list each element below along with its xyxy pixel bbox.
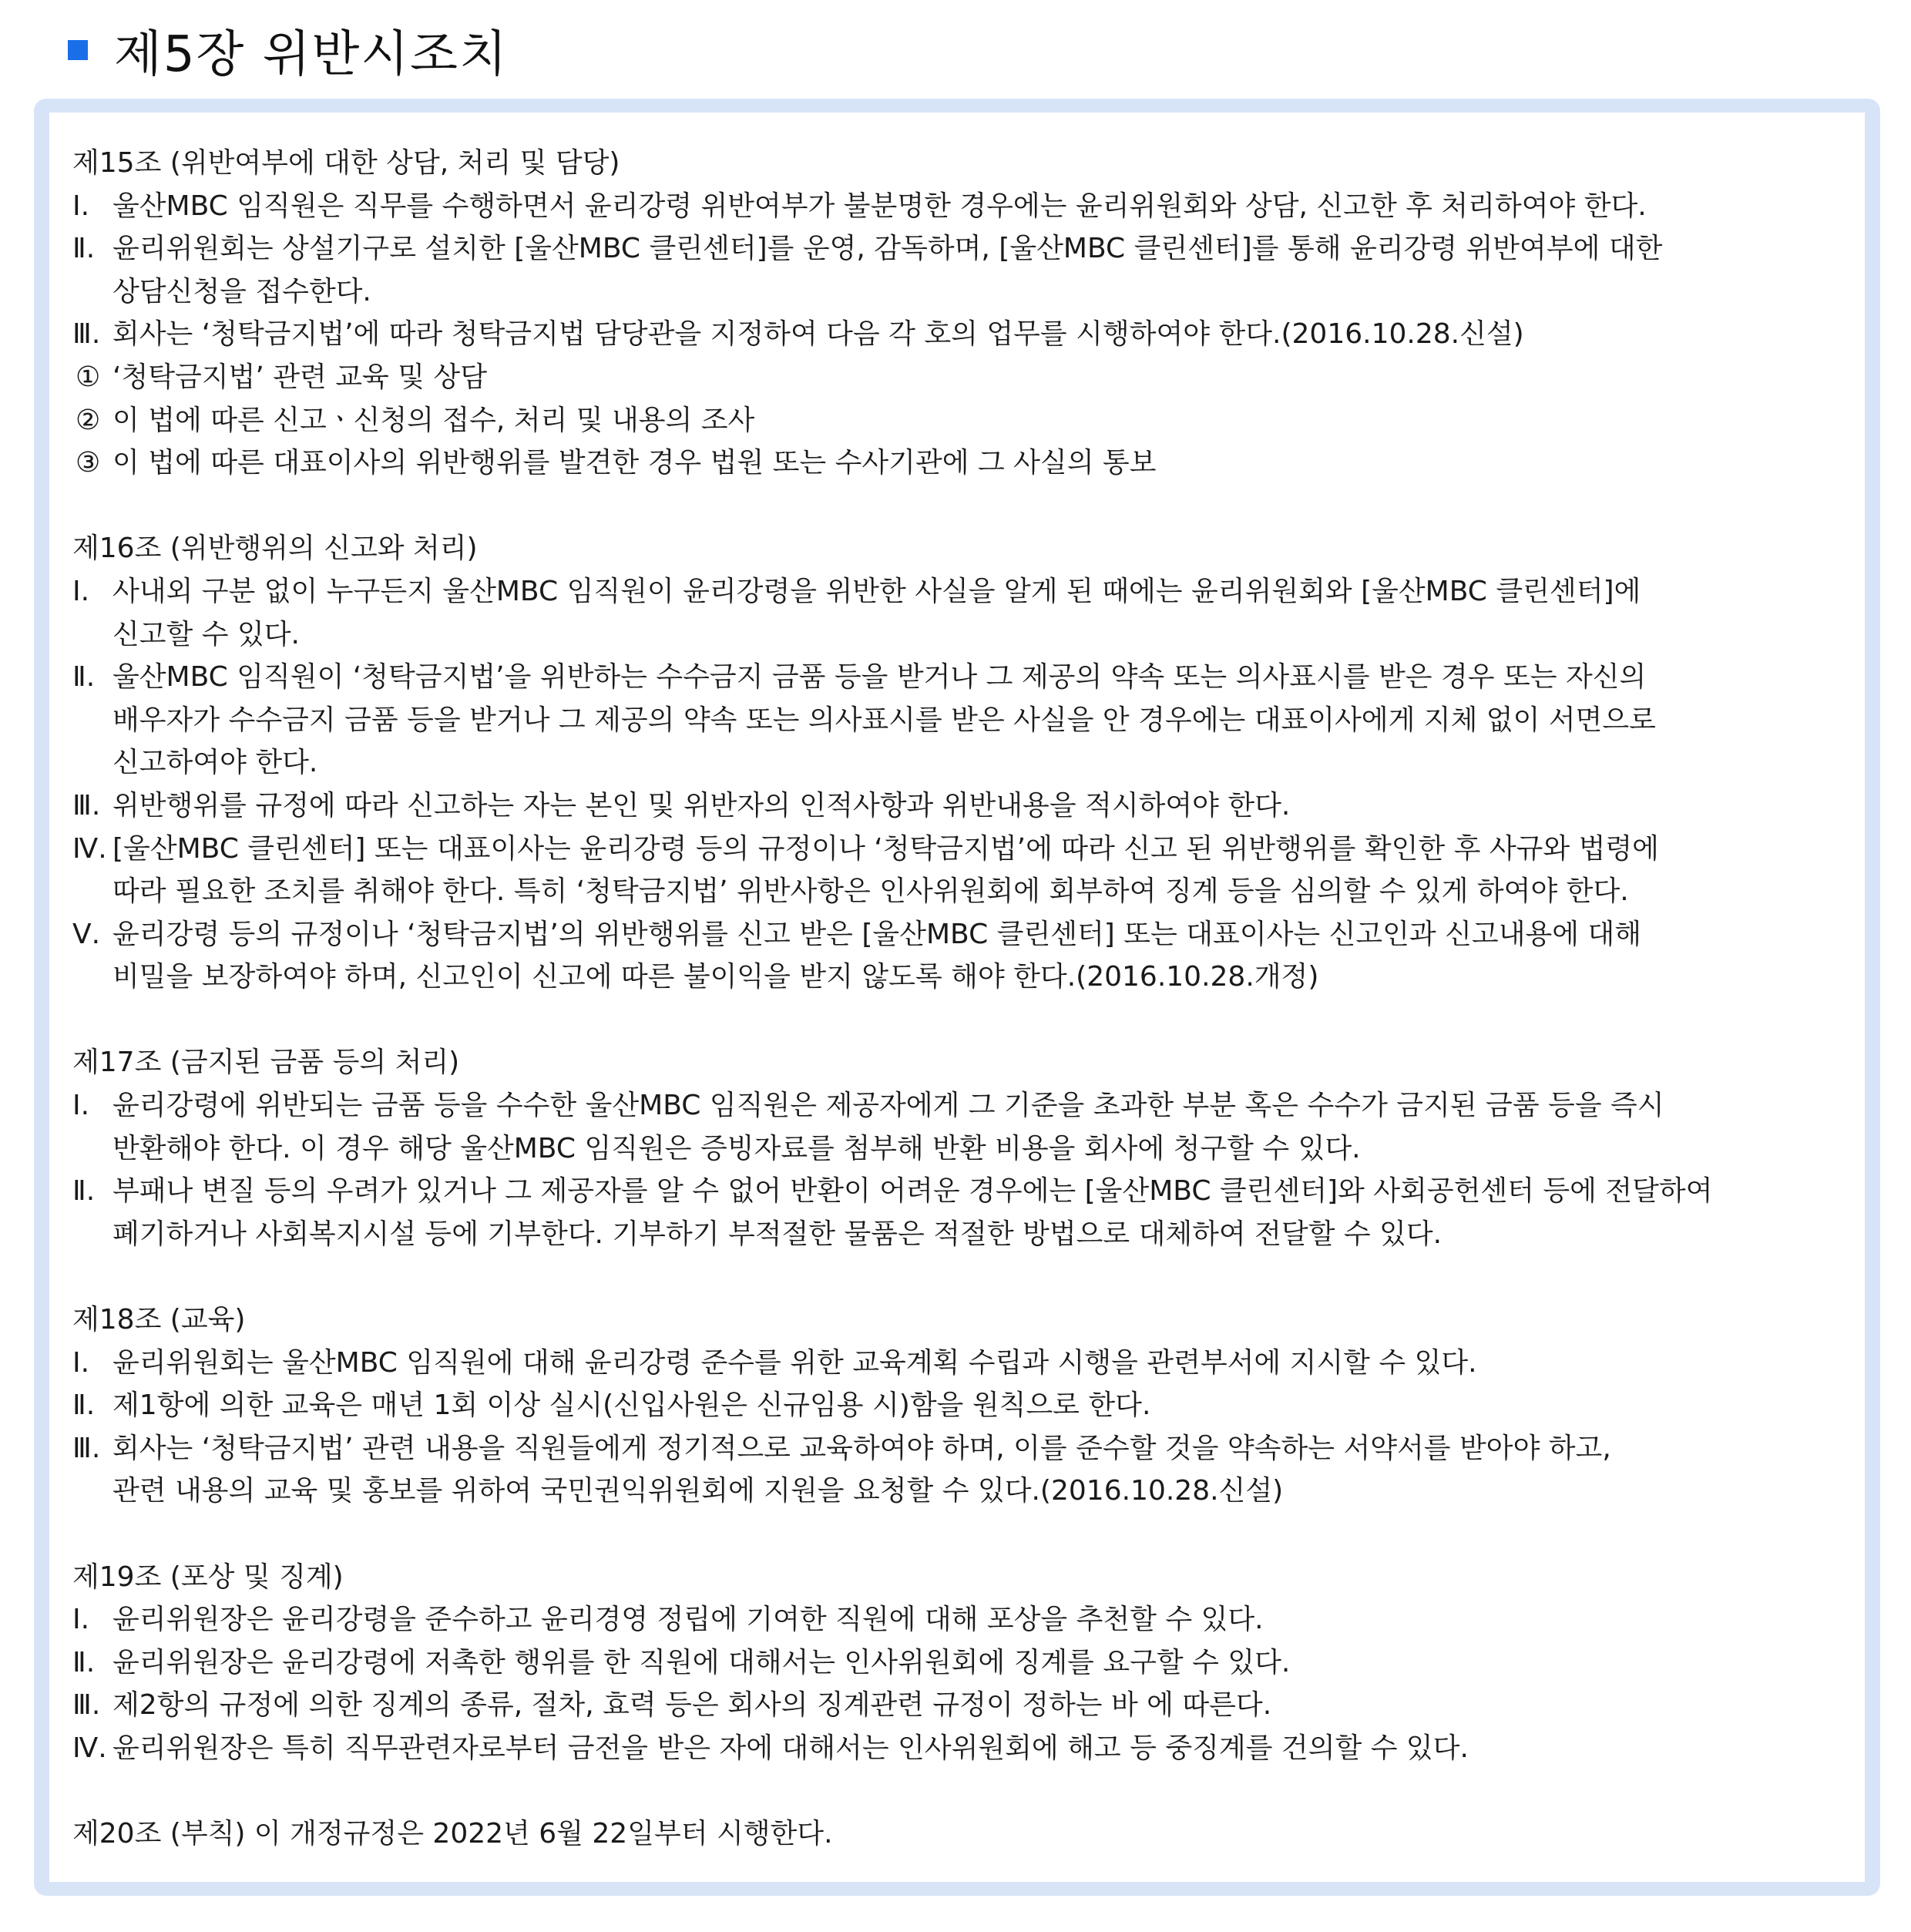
article — [72, 1556, 1842, 1770]
clause-line: 신고할 수 있다. — [113, 618, 300, 650]
clause-line: 제1항에 의한 교육은 매년 1회 이상 실시(신입사원은 신규임용 시)함을 원칙으로 한다. — [113, 1389, 1151, 1422]
clause-item — [72, 1727, 1842, 1770]
clause-line: 윤리위원회는 울산MBC 임직원에 대해 윤리강령 준수를 위한 교육계획 수립과 시행을 관련부서에 지시할 수 있다. — [113, 1346, 1477, 1379]
clause-line: 사내외 구분 없이 누구든지 울산MBC 임직원이 윤리강령을 위반한 사실을 알게 된 때에는 윤리위원회와 [울산MBC 클린센터]에 — [113, 575, 1641, 607]
clause-item — [72, 570, 1842, 656]
clause-text — [113, 185, 1842, 228]
sub-clause-number: ③ — [76, 447, 101, 479]
clause-text — [113, 913, 1842, 999]
clause-item — [72, 913, 1842, 999]
clause-item — [72, 785, 1842, 828]
clause-line: 상담신청을 접수한다. — [113, 275, 371, 307]
clause-line: 윤리위원장은 윤리강령을 준수하고 윤리경영 정립에 기여한 직원에 대해 포상을 추천할 수 있다. — [113, 1604, 1264, 1636]
clause-line: 위반행위를 규정에 따라 신고하는 자는 본인 및 위반자의 인적사항과 위반내용을 적시하여야 한다. — [113, 789, 1291, 822]
clause-item — [72, 185, 1842, 228]
article-title: 제16조 (위반행위의 신고와 처리) — [72, 533, 478, 565]
document-body — [49, 113, 1865, 1882]
clause-number: Ⅱ. — [72, 1389, 96, 1422]
clause-line: 따라 필요한 조치를 취해야 한다. 특히 ‘청탁금지법’ 위반사항은 인사위원회에 회부하여 징계 등을 심의할 수 있게 하여야 한다. — [113, 875, 1629, 908]
clause-text — [113, 1342, 1842, 1385]
clause-number: Ⅰ. — [72, 1346, 90, 1379]
clause-line: 반환해야 한다. 이 경우 해당 울산MBC 임직원은 증빙자료를 첨부해 반환 비용을 회사에 청구할 수 있다. — [113, 1132, 1361, 1164]
clause-line: 회사는 ‘청탁금지법’에 따라 청탁금지법 담당관을 지정하여 다음 각 호의 업무를 시행하여야 한다.(2016.10.28.신설) — [113, 318, 1524, 351]
clause-number: Ⅰ. — [72, 190, 90, 222]
clause-line: 울산MBC 임직원은 직무를 수행하면서 윤리강령 위반여부가 불분명한 경우에는 윤리위원회와 상담, 신고한 후 처리하여야 한다. — [113, 190, 1647, 222]
article-title: 제15조 (위반여부에 대한 상담, 처리 및 담당) — [72, 147, 620, 179]
clause-number: Ⅲ. — [72, 1689, 101, 1722]
clause-number: Ⅳ. — [72, 832, 107, 865]
clause-item — [72, 828, 1842, 913]
clause-line: 회사는 ‘청탁금지법’ 관련 내용을 직원들에게 정기적으로 교육하여야 하며, 이를 준수할 것을 약속하는 서약서를 받아야 하고, — [113, 1432, 1611, 1464]
section-header — [68, 15, 509, 85]
article — [72, 142, 1842, 485]
clause-number: Ⅱ. — [72, 1646, 96, 1678]
clause-number: Ⅱ. — [72, 1175, 96, 1208]
clause-item — [72, 227, 1842, 313]
clause-text — [113, 1427, 1842, 1513]
sub-clause-number: ② — [76, 404, 101, 436]
clause-line: 폐기하거나 사회복지시설 등에 기부한다. 기부하기 부적절한 물품은 적절한 방법으로 대체하여 전달할 수 있다. — [113, 1218, 1442, 1250]
clause-number: Ⅲ. — [72, 789, 101, 822]
clause-number: Ⅱ. — [72, 661, 96, 694]
section-title: 제5장 위반시조치 — [114, 26, 509, 83]
clause-item — [72, 313, 1842, 356]
clause-line: 관련 내용의 교육 및 홍보를 위하여 국민권익위원회에 지원을 요청할 수 있다.(2016.10.28.신설) — [113, 1475, 1284, 1507]
clause-line: 울산MBC 임직원이 ‘청탁금지법’을 위반하는 수수금지 금품 등을 받거나 그 제공의 약속 또는 의사표시를 받은 경우 또는 자신의 — [113, 661, 1647, 694]
clause-line: 윤리위원장은 특히 직무관련자로부터 금전을 받은 자에 대해서는 인사위원회에 해고 등 중징계를 건의할 수 있다. — [113, 1732, 1469, 1764]
clause-line: 윤리위원장은 윤리강령에 저촉한 행위를 한 직원에 대해서는 인사위원회에 징계를 요구할 수 있다. — [113, 1646, 1291, 1678]
article — [72, 527, 1842, 999]
clause-line: 배우자가 수수금지 금품 등을 받거나 그 제공의 약속 또는 의사표시를 받은 사실을 안 경우에는 대표이사에게 지체 없이 서면으로 — [113, 704, 1656, 736]
clause-text — [113, 828, 1842, 913]
clause-line: 윤리강령에 위반되는 금품 등을 수수한 울산MBC 임직원은 제공자에게 그 기준을 초과한 부분 혹은 수수가 금지된 금품 등을 즉시 — [113, 1090, 1664, 1122]
clause-item — [72, 1641, 1842, 1685]
article-title: 제20조 (부칙) 이 개정규정은 2022년 6월 22일부터 시행한다. — [72, 1818, 833, 1850]
clause-number: Ⅲ. — [72, 1432, 101, 1464]
sub-clause-text: 이 법에 따른 대표이사의 위반행위를 발견한 경우 법원 또는 수사기관에 그 사실의 통보 — [113, 447, 1157, 479]
clause-text — [113, 227, 1842, 313]
clause-line: 제2항의 규정에 의한 징계의 종류, 절차, 효력 등은 회사의 징계관련 규정이 정하는 바 에 따른다. — [113, 1689, 1272, 1722]
clause-number: Ⅱ. — [72, 233, 96, 265]
article-title: 제17조 (금지된 금품 등의 처리) — [72, 1047, 460, 1079]
clause-item — [72, 1427, 1842, 1513]
clause-text — [113, 570, 1842, 656]
clause-item — [72, 1598, 1842, 1641]
clause-item — [72, 1384, 1842, 1427]
clause-item — [72, 656, 1842, 785]
article — [72, 1813, 1842, 1856]
clause-line: 부패나 변질 등의 우려가 있거나 그 제공자를 알 수 없어 반환이 어려운 경우에는 [울산MBC 클린센터]와 사회공헌센터 등에 전달하여 — [113, 1175, 1713, 1208]
sub-clause — [72, 356, 1842, 399]
sub-clause — [72, 442, 1842, 485]
clause-number: Ⅲ. — [72, 318, 101, 351]
square-bullet-icon — [68, 40, 88, 60]
clause-text — [113, 1598, 1842, 1641]
sub-clause — [72, 399, 1842, 442]
clause-item — [72, 1684, 1842, 1727]
clause-text — [113, 1170, 1842, 1255]
sub-clause-text: ‘청탁금지법’ 관련 교육 및 상담 — [113, 361, 487, 393]
clause-line: 윤리강령 등의 규정이나 ‘청탁금지법’의 위반행위를 신고 받은 [울산MBC 클린센터] 또는 대표이사는 신고인과 신고내용에 대해 — [113, 918, 1642, 950]
clause-text — [113, 1641, 1842, 1685]
sub-clause-text: 이 법에 따른 신고ㆍ신청의 접수, 처리 및 내용의 조사 — [113, 404, 755, 436]
article-title: 제18조 (교육) — [72, 1304, 246, 1336]
clause-item — [72, 1170, 1842, 1255]
clause-text — [113, 785, 1842, 828]
article — [72, 1299, 1842, 1513]
clause-number: Ⅰ. — [72, 575, 90, 607]
clause-line: [울산MBC 클린센터] 또는 대표이사는 윤리강령 등의 규정이나 ‘청탁금지법’에 따라 신고 된 위반행위를 확인한 후 사규와 법령에 — [113, 832, 1659, 865]
clause-number: Ⅴ. — [72, 918, 101, 950]
clause-text — [113, 1684, 1842, 1727]
clause-line: 윤리위원회는 상설기구로 설치한 [울산MBC 클린센터]를 운영, 감독하며, [울산MBC 클린센터]를 통해 윤리강령 위반여부에 대한 — [113, 233, 1663, 265]
clause-item — [72, 1084, 1842, 1170]
clause-item — [72, 1342, 1842, 1385]
clause-number: Ⅰ. — [72, 1604, 90, 1636]
article — [72, 1041, 1842, 1255]
clause-text — [113, 1084, 1842, 1170]
clause-number: Ⅰ. — [72, 1090, 90, 1122]
clause-number: Ⅳ. — [72, 1732, 107, 1764]
clause-line: 신고하여야 한다. — [113, 747, 318, 779]
clause-text — [113, 1384, 1842, 1427]
clause-text — [113, 1727, 1842, 1770]
sub-clause-number: ① — [76, 361, 101, 393]
clause-text — [113, 313, 1842, 356]
clause-text — [113, 656, 1842, 785]
article-title: 제19조 (포상 및 징계) — [72, 1561, 344, 1593]
clause-line: 비밀을 보장하여야 하며, 신고인이 신고에 따른 불이익을 받지 않도록 해야 한다.(2016.10.28.개정) — [113, 961, 1319, 993]
